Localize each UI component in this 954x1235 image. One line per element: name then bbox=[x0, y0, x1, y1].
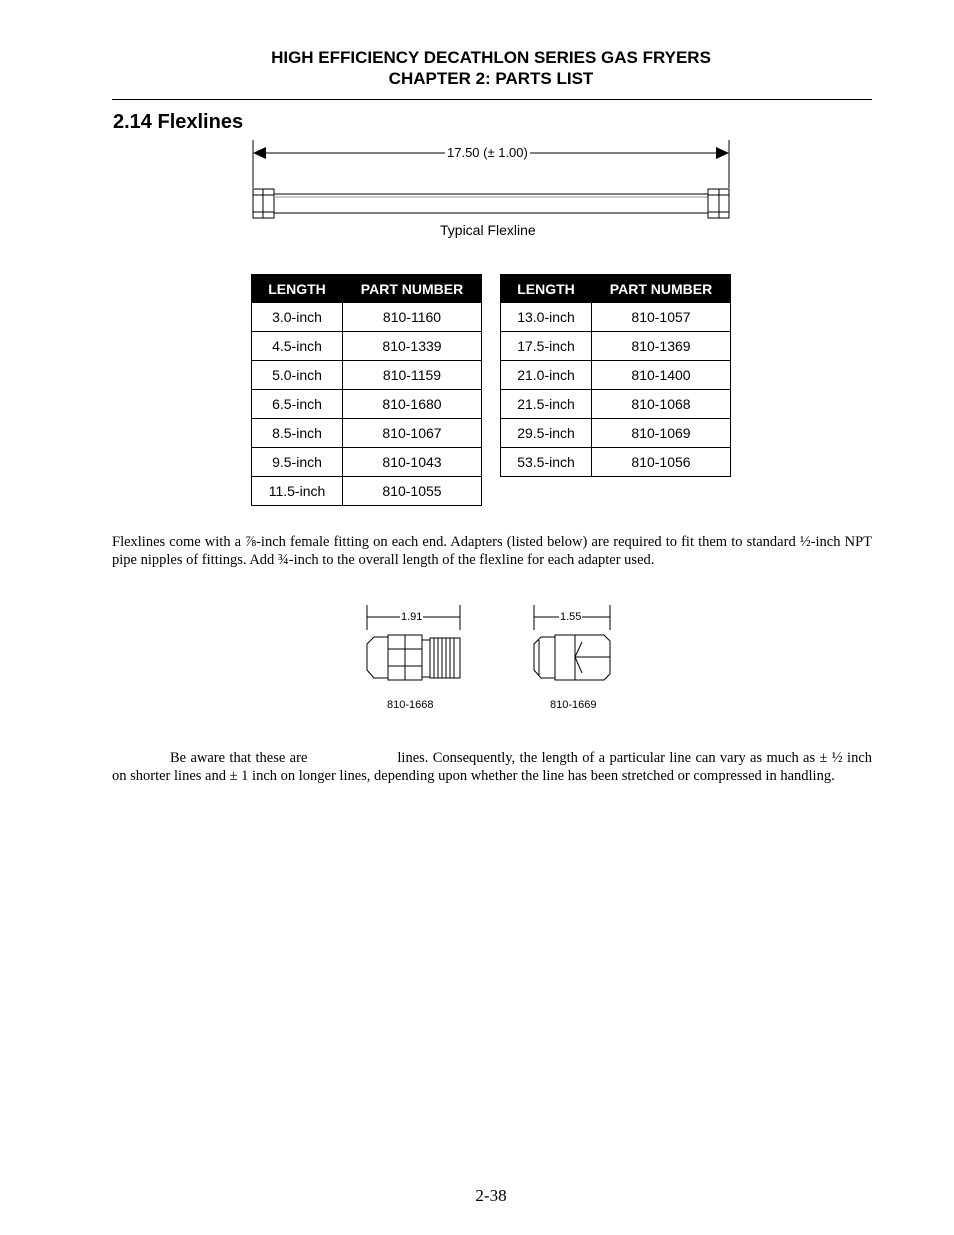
section-title: 2.14 Flexlines bbox=[113, 111, 244, 133]
length-cell: 11.5-inch bbox=[252, 477, 343, 506]
length-cell: 53.5-inch bbox=[501, 448, 592, 477]
document-title: HIGH EFFICIENCY DECATHLON SERIES GAS FRYERS bbox=[271, 48, 711, 67]
part-number-cell: 810-1369 bbox=[592, 332, 731, 361]
adapter-1668-part-number: 810-1668 bbox=[387, 699, 434, 711]
length-cell: 21.0-inch bbox=[501, 361, 592, 390]
part-number-cell: 810-1400 bbox=[592, 361, 731, 390]
column-header-length: LENGTH bbox=[252, 275, 343, 303]
length-cell: 4.5-inch bbox=[252, 332, 343, 361]
length-cell: 21.5-inch bbox=[501, 390, 592, 419]
note-part-b: lines. Consequently, the length of a particular line can vary as much as ± ½ inch on shorter lines and ± 1 inch on longer lines, depending upon whether the line has been stretched or compressed in handling. bbox=[112, 750, 873, 784]
flexline-dimension-label: 17.50 (± 1.00) bbox=[447, 145, 528, 160]
column-header-part-number: PART NUMBER bbox=[343, 275, 482, 303]
part-number-cell: 810-1068 bbox=[592, 390, 731, 419]
flexline-description: Flexlines come with a ⅞-inch female fitting on each end. Adapters (listed below) are required to fit them to standard ½-inch NPT pipe nipples of fittings. Add ¾-inch to the overall length of the flexline for each adapter used. bbox=[112, 534, 872, 568]
part-number-cell: 810-1160 bbox=[343, 303, 482, 332]
length-cell: 29.5-inch bbox=[501, 419, 592, 448]
part-number-cell: 810-1055 bbox=[343, 477, 482, 506]
part-number-cell: 810-1069 bbox=[592, 419, 731, 448]
length-cell: 6.5-inch bbox=[252, 390, 343, 419]
length-cell: 5.0-inch bbox=[252, 361, 343, 390]
column-header-length: LENGTH bbox=[501, 275, 592, 303]
flexline-length-note bbox=[112, 749, 872, 785]
adapter-1669-dimension: 1.55 bbox=[560, 611, 582, 623]
length-cell: 3.0-inch bbox=[252, 303, 343, 332]
part-number-cell: 810-1067 bbox=[343, 419, 482, 448]
chapter-title: CHAPTER 2: PARTS LIST bbox=[388, 69, 594, 88]
adapter-1669-part-number: 810-1669 bbox=[550, 699, 597, 711]
length-cell: 9.5-inch bbox=[252, 448, 343, 477]
part-number-cell: 810-1680 bbox=[343, 390, 482, 419]
length-cell: 13.0-inch bbox=[501, 303, 592, 332]
length-cell: 8.5-inch bbox=[252, 419, 343, 448]
adapter-1668-dimension: 1.91 bbox=[401, 611, 423, 623]
column-header-part-number: PART NUMBER bbox=[592, 275, 731, 303]
flexline-caption: Typical Flexline bbox=[440, 222, 536, 238]
part-number-cell: 810-1057 bbox=[592, 303, 731, 332]
part-number-cell: 810-1056 bbox=[592, 448, 731, 477]
part-number-cell: 810-1159 bbox=[343, 361, 482, 390]
part-number-cell: 810-1339 bbox=[343, 332, 482, 361]
length-cell: 17.5-inch bbox=[501, 332, 592, 361]
page-number: 2-38 bbox=[475, 1186, 507, 1205]
part-number-cell: 810-1043 bbox=[343, 448, 482, 477]
note-part-a: Be aware that these are bbox=[170, 750, 308, 766]
